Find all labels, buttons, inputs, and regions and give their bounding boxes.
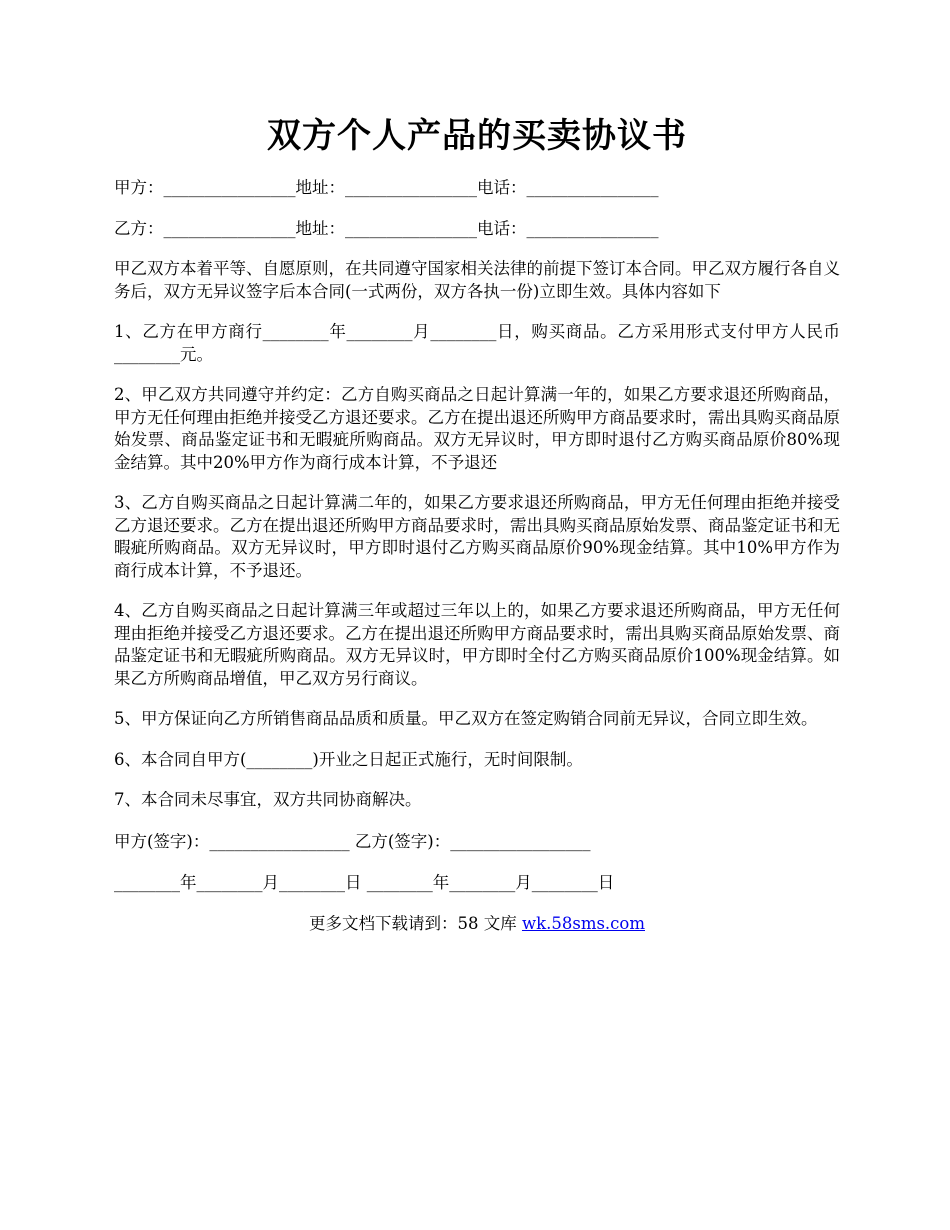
date-line: ________年________月________日 ________年________月________日 [114, 872, 615, 892]
party-b-info-line: 乙方：________________地址：________________电话：________________ [114, 219, 659, 238]
clause-7: 7、本合同未尽事宜，双方共同协商解决。 [114, 790, 422, 809]
clause-6: 6、本合同自甲方(________)开业之日起正式施行，无时间限制。 [114, 749, 583, 769]
clause-5: 5、甲方保证向乙方所销售商品品质和质量。甲乙双方在签定购销合同前无异议，合同立即生效。 [114, 709, 818, 728]
signature-line: 甲方(签字)：_________________ 乙方(签字)：_________________ [114, 831, 591, 851]
clause-2: 2、甲乙双方共同遵守并约定：乙方自购买商品之日起计算满一年的，如果乙方要求退还所购商品，甲方无任何理由拒绝并接受乙方退还要求。乙方在提出退还所购甲方商品要求时，需出具购买商品原始发票、商品鉴定证书和无暇疵所购商品。双方无异议时，甲方即时退付乙方购买商品原价80%现金结算。其中20%甲方作为商行成本计算，不予退还 [114, 385, 840, 472]
footer-link[interactable]: wk.58sms.com [521, 913, 645, 933]
footer [114, 912, 840, 935]
document-title: 双方个人产品的买卖协议书 [267, 116, 687, 156]
party-a-info-line: 甲方：________________地址：________________电话：________________ [114, 178, 659, 197]
clause-1: 1、乙方在甲方商行________年________月________日，购买商品。乙方采用形式支付甲方人民币________元。 [114, 322, 840, 364]
intro-paragraph: 甲乙双方本着平等、自愿原则，在共同遵守国家相关法律的前提下签订本合同。甲乙双方履行各自义务后，双方无异议签字后本合同(一式两份，双方各执一份)立即生效。具体内容如下 [114, 259, 840, 301]
clause-4: 4、乙方自购买商品之日起计算满三年或超过三年以上的，如果乙方要求退还所购商品，甲方无任何理由拒绝并接受乙方退还要求。乙方在提出退还所购甲方商品要求时，需出具购买商品原始发票、商品鉴定证书和无暇疵所购商品。双方无异议时，甲方即时全付乙方购买商品原价100%现金结算。如果乙方所购商品增值，甲乙双方另行商议。 [114, 601, 840, 688]
clause-3: 3、乙方自购买商品之日起计算满二年的，如果乙方要求退还所购商品，甲方无任何理由拒绝并接受乙方退还要求。乙方在提出退还所购甲方商品要求时，需出具购买商品原始发票、商品鉴定证书和无暇疵所购商品。双方无异议时，甲方即时退付乙方购买商品原价90%现金结算。其中10%甲方作为商行成本计算，不予退还。 [114, 493, 840, 580]
footer-prefix: 更多文档下载请到：58 文库 [308, 913, 522, 933]
